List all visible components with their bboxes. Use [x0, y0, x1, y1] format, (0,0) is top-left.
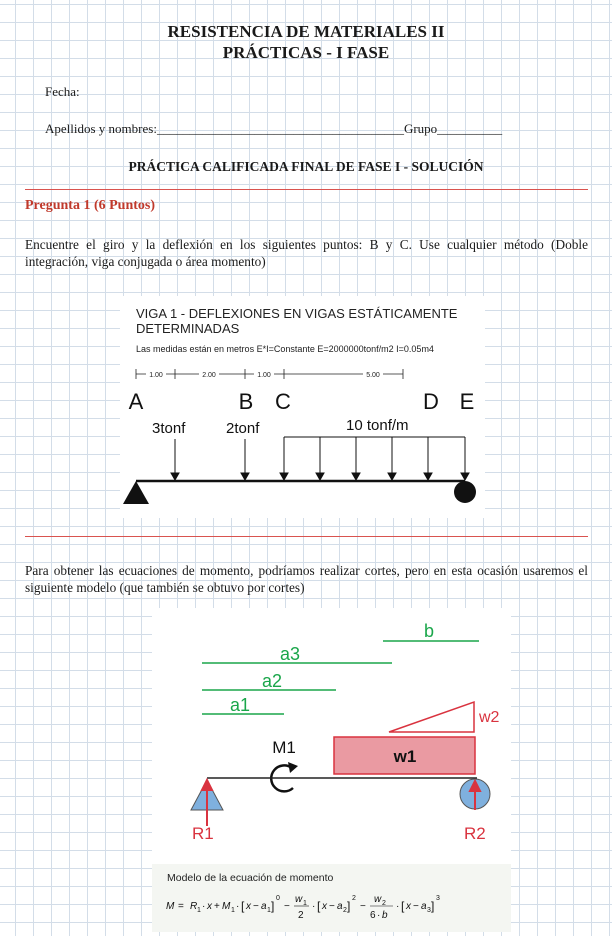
svg-text:b: b [382, 910, 388, 921]
svg-text:]: ] [271, 899, 275, 913]
date-field [45, 84, 80, 100]
names-field [45, 121, 570, 137]
svg-text:]: ] [347, 899, 351, 913]
svg-text:2: 2 [298, 910, 304, 921]
svg-text:·: · [202, 901, 206, 912]
svg-text:R: R [190, 901, 198, 912]
svg-text:3: 3 [436, 895, 440, 902]
svg-text:2: 2 [382, 900, 386, 907]
names-label: Apellidos y nombres: [45, 121, 157, 136]
svg-text:x: x [246, 901, 251, 912]
svg-text:1: 1 [303, 900, 307, 907]
svg-text:3: 3 [427, 907, 431, 914]
svg-text:1: 1 [267, 907, 271, 914]
svg-text:x: x [322, 901, 327, 912]
label-w2: w2 [479, 709, 500, 726]
label-r1: R1 [192, 824, 214, 843]
svg-text:−: − [329, 901, 335, 912]
beam-diagram [120, 296, 485, 518]
document-title: RESISTENCIA DE MATERIALES II [167, 22, 445, 41]
point-c: C [275, 389, 291, 414]
names-blank: ______________________________________ [156, 121, 404, 136]
label-r2: R2 [464, 824, 486, 843]
point-d: D [423, 389, 439, 414]
svg-text:1: 1 [197, 907, 201, 914]
load-2tonf: 2tonf [226, 420, 260, 437]
svg-text:·: · [377, 910, 381, 921]
date-label: Fecha: [45, 84, 80, 99]
beam-title-line2: DETERMINADAS [136, 321, 240, 336]
label-m1: M1 [272, 738, 296, 757]
pin-support [123, 481, 149, 504]
question-text: Encuentre el giro y la deflexión en los siguientes puntos: B y C. Use cualquier método (Doble integración, viga conjugada o área momento) [25, 237, 588, 269]
label-a1: a1 [230, 695, 251, 715]
svg-text:−: − [360, 901, 366, 912]
triangular-load [389, 702, 474, 732]
label-a3: a3 [280, 644, 301, 664]
svg-text:0: 0 [276, 895, 280, 902]
svg-text:−: − [284, 901, 290, 912]
point-b: B [238, 389, 254, 414]
moment-model-diagram [152, 608, 511, 864]
beam-note: Las medidas están en metros E*I=Constante E=2000000tonf/m2 I=0.05m4 [136, 344, 434, 354]
distributed-load [280, 437, 469, 480]
svg-text:x: x [406, 901, 411, 912]
beam-title-line1: VIGA 1 - DEFLEXIONES EN VIGAS ESTÁTICAMENTE [136, 306, 458, 321]
question-label: Pregunta 1 (6 Puntos) [25, 198, 156, 213]
svg-text:M: M [166, 901, 175, 912]
svg-text:+: + [214, 901, 220, 912]
point-e: E [459, 389, 475, 414]
svg-text:w: w [374, 894, 382, 905]
svg-text:a: a [421, 901, 427, 912]
svg-text:−: − [253, 901, 259, 912]
load-3tonf: 3tonf [152, 420, 186, 437]
svg-text:6: 6 [370, 910, 376, 921]
svg-text:M: M [222, 901, 231, 912]
svg-text:2: 2 [352, 895, 356, 902]
svg-text:a: a [337, 901, 343, 912]
beam-figure [120, 296, 485, 518]
svg-text:[: [ [241, 899, 245, 913]
group-label: Grupo [403, 121, 438, 136]
svg-text:[: [ [401, 899, 405, 913]
svg-text:[: [ [317, 899, 321, 913]
label-w1: w1 [393, 747, 417, 766]
group-blank: __________ [437, 121, 503, 136]
load-distributed: 10 tonf/m [346, 417, 409, 434]
svg-text:·: · [312, 901, 316, 912]
svg-text:−: − [413, 901, 419, 912]
svg-text:]: ] [431, 899, 435, 913]
moment-equation [152, 864, 511, 932]
divider-line-2 [25, 536, 588, 537]
model-caption: Modelo de la ecuación de momento [167, 872, 334, 884]
label-a2: a2 [262, 671, 283, 691]
divider-line [25, 189, 588, 190]
moment-model-figure [152, 608, 511, 932]
point-a: A [128, 389, 144, 414]
label-b: b [424, 621, 435, 641]
svg-text:1: 1 [231, 907, 235, 914]
svg-text:a: a [261, 901, 267, 912]
dim-bc: 1.00 [257, 372, 271, 379]
svg-text:=: = [178, 901, 184, 912]
svg-text:x: x [207, 901, 212, 912]
exam-title: PRÁCTICA CALIFICADA FINAL DE FASE I - SOLUCIÓN [128, 159, 484, 174]
explanation-text: Para obtener las ecuaciones de momento, podríamos realizar cortes, pero en esta ocasión usaremos el siguiente modelo (que también se obtuvo por cortes) [25, 563, 588, 595]
moment-equation-box [152, 864, 511, 932]
document-subtitle: PRÁCTICAS - I FASE [222, 43, 390, 62]
moment-arrowhead-icon [288, 762, 298, 773]
svg-text:2: 2 [343, 907, 347, 914]
svg-text:w: w [295, 894, 303, 905]
svg-text:·: · [236, 901, 240, 912]
svg-text:·: · [396, 901, 400, 912]
dim-ab2: 2.00 [202, 372, 216, 379]
roller-support [454, 481, 476, 503]
dim-ce: 5.00 [366, 372, 380, 379]
dim-ab: 1.00 [149, 372, 163, 379]
